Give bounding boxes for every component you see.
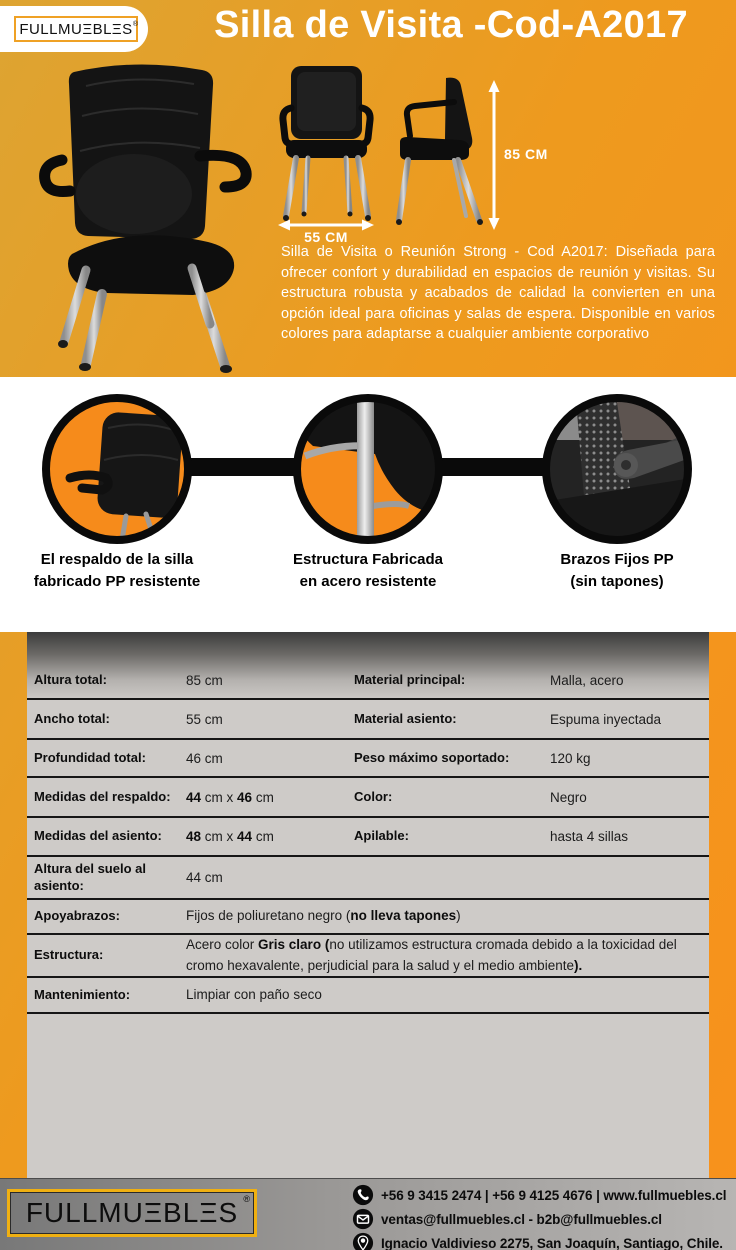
spec-row: [27, 778, 709, 818]
spec-value: Acero color Gris claro (no utilizamos estructura cromada debido a la toxicidad del cromo hexavalente, perjudicial para la salud y el medio ambiente).: [186, 937, 677, 973]
product-description: Silla de Visita o Reunión Strong - Cod A2017: Diseñada para ofrecer confort y durabilidad en espacios de reunión y visitas. Su estructura robusta y acabados de calidad la convierten en una opción ideal para oficinas y salas de espera. Disponible en varios colores para adaptarse a cualquier ambiente corporativo: [281, 244, 715, 343]
spec-value: Limpiar con paño seco: [186, 986, 322, 1002]
registered-mark: ®: [132, 21, 138, 28]
feature-caption: [2, 549, 232, 593]
spec-label: Medidas del respaldo:: [34, 788, 171, 804]
spec-row: [27, 900, 709, 935]
contact-address-row: [352, 1233, 726, 1250]
contact-phone-row: [352, 1185, 726, 1206]
spec-row: [27, 700, 709, 740]
main-chair-photo: [6, 56, 262, 385]
header-logo-frame: [14, 16, 138, 42]
feature-caption: [502, 549, 732, 593]
phone-icon: [352, 1184, 374, 1206]
registered-mark: ®: [243, 1194, 250, 1204]
footer-logo-text: FULLMUΞBLΞS: [25, 1197, 239, 1228]
header-logo-text: FULLMUΞBLΞS: [19, 20, 133, 38]
spec-label: Peso máximo soportado:: [354, 749, 510, 765]
spec-value: 85 cm: [186, 672, 223, 688]
spec-row: [27, 662, 709, 700]
spec-row: [27, 978, 709, 1014]
feature-caption-line: Estructura Fabricada: [292, 551, 444, 568]
spec-label: Mantenimiento:: [34, 986, 131, 1002]
contact-email-text: ventas@fullmuebles.cl - b2b@fullmuebles.cl: [381, 1211, 662, 1227]
spec-row: [27, 818, 709, 857]
spec-value: Fijos de poliuretano negro (no lleva tapones): [186, 908, 461, 924]
spec-label: Profundidad total:: [34, 749, 146, 765]
side-view-chair-photo: [394, 76, 494, 233]
spec-rows: [27, 632, 709, 1014]
spec-label: Material asiento:: [354, 710, 457, 726]
spec-value: Negro: [550, 789, 587, 805]
specs-table: [27, 632, 709, 1178]
spec-row: [27, 935, 709, 978]
feature-caption: [253, 549, 483, 593]
feature-caption-line: Brazos Fijos PP: [560, 551, 674, 568]
spec-value: 48 cm x 44 cm: [186, 829, 274, 844]
page-title: Silla de Visita -Cod-A2017: [214, 4, 688, 46]
spec-label: Material principal:: [354, 671, 466, 687]
spec-label: Apoyabrazos:: [34, 908, 120, 924]
width-dimension-label: 55 CM: [304, 229, 348, 245]
spec-value: 44 cm x 46 cm: [186, 789, 274, 805]
feature-caption-line: fabricado PP resistente: [33, 573, 201, 590]
spec-label: Ancho total:: [34, 710, 110, 726]
contact-info: [352, 1185, 726, 1250]
header-logo: [0, 6, 148, 52]
contact-phone-text: +56 9 3415 2474 | +56 9 4125 4676 | www.fullmuebles.cl: [381, 1187, 727, 1203]
spec-value: 44 cm: [186, 870, 223, 885]
spec-label: Color:: [354, 788, 393, 804]
height-dimension-label: 85 CM: [504, 146, 548, 162]
feature-caption-line: (sin tapones): [570, 573, 664, 590]
spec-label: Estructura:: [34, 947, 104, 963]
feature-caption-line: en acero resistente: [299, 573, 437, 590]
spec-value: 120 kg: [550, 750, 591, 766]
features-band: [0, 377, 736, 632]
location-icon: [352, 1232, 374, 1250]
spec-value: 55 cm: [186, 711, 223, 727]
feature-connector: [188, 458, 296, 476]
backrest-detail-photo: [42, 394, 192, 544]
footer-logo: [7, 1189, 257, 1237]
spec-label: Altura del suelo al asiento:: [34, 861, 146, 893]
contact-email-row: [352, 1209, 726, 1230]
height-arrow: [487, 80, 501, 235]
contact-address-text: Ignacio Valdivieso 2275, San Joaquín, Santiago, Chile.: [381, 1235, 723, 1250]
spec-row: [27, 740, 709, 778]
feature-caption-line: El respaldo de la silla: [40, 551, 194, 568]
spec-value: 46 cm: [186, 750, 223, 766]
armrest-detail-photo: [542, 394, 692, 544]
footer: [0, 1178, 736, 1250]
spec-row: [27, 857, 709, 900]
spec-label: Apilable:: [354, 828, 409, 844]
spec-label: Medidas del asiento:: [34, 828, 162, 844]
spec-value: hasta 4 sillas: [550, 829, 629, 844]
spec-value: Malla, acero: [550, 672, 624, 688]
feature-connector: [438, 458, 546, 476]
steel-frame-detail-photo: [293, 394, 443, 544]
email-icon: [352, 1208, 374, 1230]
spec-value: Espuma inyectada: [550, 711, 662, 727]
spec-label: Altura total:: [34, 671, 107, 687]
front-view-chair-photo: [279, 64, 375, 231]
